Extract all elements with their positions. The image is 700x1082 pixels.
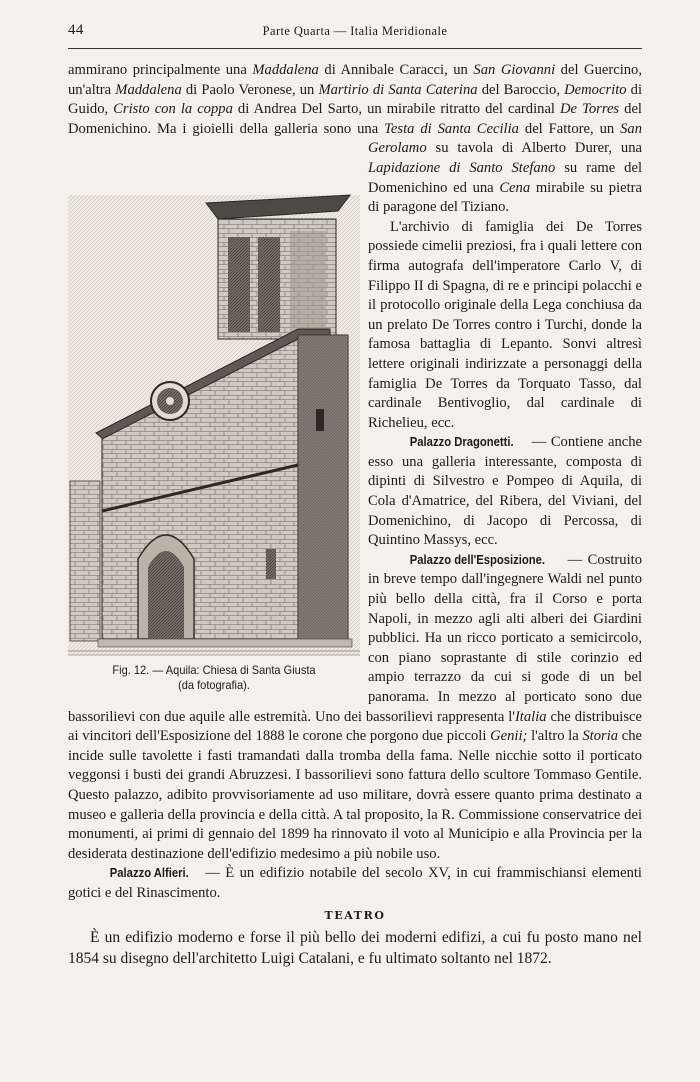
- heading-palazzo-alfieri: Palazzo Alfieri.: [109, 866, 189, 881]
- paragraph-palazzo-dragonetti: Palazzo Dragonetti. — Contiene anche esso una galleria interessante, composta di dipinti di Silvestro e Pompeo di Aquila, di Cola d'Amatrice, del Ribera, del Viviani, del Domenichino, di Jacopo di Percossa, di Quintino Massys, ecc.: [368, 434, 642, 549]
- paragraph-palazzo-alfieri: Palazzo Alfieri. — È un edifizio notabile del secolo XV, in cui frammischiansi elementi gotici e del Rinascimento.: [68, 865, 642, 901]
- figure-caption: Fig. 12. — Aquila: Chiesa di Santa Giusta (da fotografia).: [112, 663, 316, 693]
- paragraph-teatro: È un edifizio moderno e forse il più bello dei moderni edifizi, a cui fu posto mano nel 1854 su disegno dell'architetto Luigi Catalani, e fu ultimato soltanto nel 1872.: [68, 929, 642, 968]
- paragraph-gallery: ammirano principalmente una Maddalena di Annibale Caracci, un San Giovanni del Guercino, un'altra Maddalena di Paolo Veronese, un Martirio di Santa Caterina del Baroccio, Democrito di Guido, Cristo con la coppa di Andrea Del Sarto, un mirabile ritratto del cardinal De Torres del Domenichino. Ma i gioielli della galleria sono una Testa di Santa Cecilia del Fattore, un San Gerolamo su tavola di Alberto Durer, una Fig. 12. — Aquila: Chiesa di Santa Giusta (da fotografia). Lapidazione di Santo Stefano su rame del Domenichino ed una Cena mirabile su pietra di paragone del Tiziano.: [68, 62, 643, 693]
- paragraph-palazzo-esposizione: Palazzo dell'Esposizione. — Costruito in breve tempo dall'ingegnere Waldi nel punto più bello della città, fra il Corso e porta Napoli, in mezzo agli alti alberi dei Giardini pubblici. Ha un ricco porticato a semicircolo, con piano soprastante di stile corinzio ed ampio terrazzo da cui si gode di un bel panorama. In mezzo al porticato sono due bassorilievi con due aquile alle estremità. Uno dei bassorilievi rappresenta l'Italia che distribuisce ai vincitori dell'Esposizione del 1888 le corone che porgono due piccoli Genii; l'altro la Storia che incide sulle tavolette i fasti tramandati dalla tromba della fama. Nelle nicchie sotto il porticato veggonsi i busti dei grandi Abruzzesi. I bassorilievi sono fattura dello scultore Tommaso Gentile. Questo palazzo, adibito provvisoriamente ad uso militare, dovrà essere quanto prima destinato a museo e galleria della provincia e della città. A tal proposito, la R. Commissione conservatrice dei monumenti, ai primi di gennaio del 1899 ha rinnovato il voto al Municipio e alla Provincia per la desiderata destinazione dell'edifizio medesimo a più nobile uso.: [68, 551, 642, 862]
- heading-palazzo-esposizione: Palazzo dell'Esposizione.: [409, 552, 546, 567]
- figure-church: [68, 139, 360, 693]
- page: [68, 22, 642, 969]
- church-illustration: [68, 139, 360, 657]
- header-rule: [68, 48, 642, 49]
- body-text: [68, 61, 642, 969]
- page-number: 44: [68, 22, 84, 38]
- paragraph-archive: L'archivio di famiglia dei De Torres possiede cimelii preziosi, fra i quali lettere con firma autografa dell'imperatore Carlo V, di Filippo II di Spagna, di re e principi polacchi e il protocollo originale della Lega conchiusa da un prelato De Torres contro i Turchi, donde la famosa battaglia di Lepanto. Sonvi altresì lettere originali indirizzate a personaggi della famiglia De Torres da Torquato Tasso, dal cardinale Bentivoglio, dal cardinale di Richelieu, ecc.: [368, 218, 642, 431]
- header-title: Parte Quarta — Italia Meridionale: [262, 24, 448, 38]
- section-title-teatro: TEATRO: [324, 908, 386, 922]
- heading-palazzo-dragonetti: Palazzo Dragonetti.: [409, 435, 514, 450]
- running-head: [68, 22, 642, 44]
